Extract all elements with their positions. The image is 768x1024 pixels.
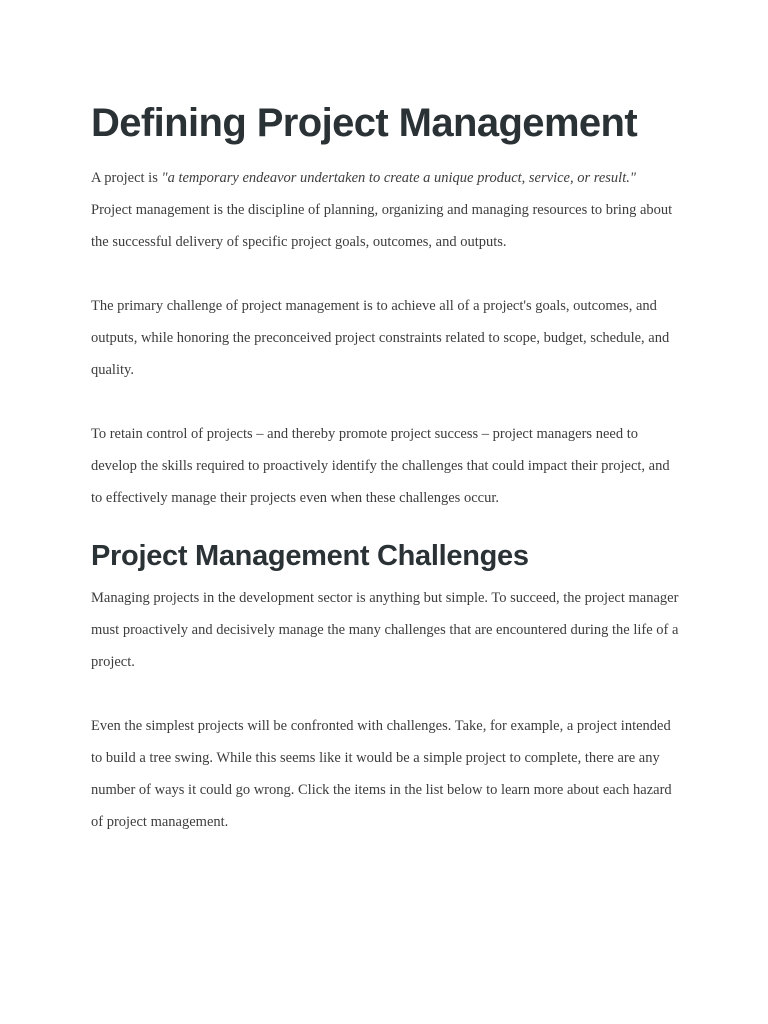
project-definition-paragraph (91, 162, 681, 194)
pm-discipline-paragraph: Project management is the discipline of planning, organizing and managing resources to bring about the successful delivery of specific project goals, outcomes, and outputs. (91, 202, 673, 250)
document-page (91, 96, 681, 838)
section-heading-challenges: Project Management Challenges (91, 540, 529, 572)
development-sector-paragraph: Managing projects in the development sector is anything but simple. To succeed, the project manager must proactively and decisively manage the many challenges that are encountered during the life of a project. (91, 590, 679, 670)
retain-control-paragraph: To retain control of projects – and thereby promote project success – project managers need to develop the skills required to proactively identify the challenges that could impact their project, and to effectively manage their projects even when these challenges occur. (91, 426, 670, 506)
tree-swing-paragraph: Even the simplest projects will be confronted with challenges. Take, for example, a project intended to build a tree swing. While this seems like it would be a simple project to complete, there are any number of ways it could go wrong. Click the items in the list below to learn more about each hazard of project management. (91, 718, 672, 830)
definition-prefix: A project is (91, 170, 162, 186)
page-title: Defining Project Management (91, 101, 638, 145)
definition-quote: "a temporary endeavor undertaken to create a unique product, service, or result." (161, 170, 636, 186)
primary-challenge-paragraph: The primary challenge of project management is to achieve all of a project's goals, outcomes, and outputs, while honoring the preconceived project constraints related to scope, budget, schedule, and quality. (91, 298, 670, 378)
